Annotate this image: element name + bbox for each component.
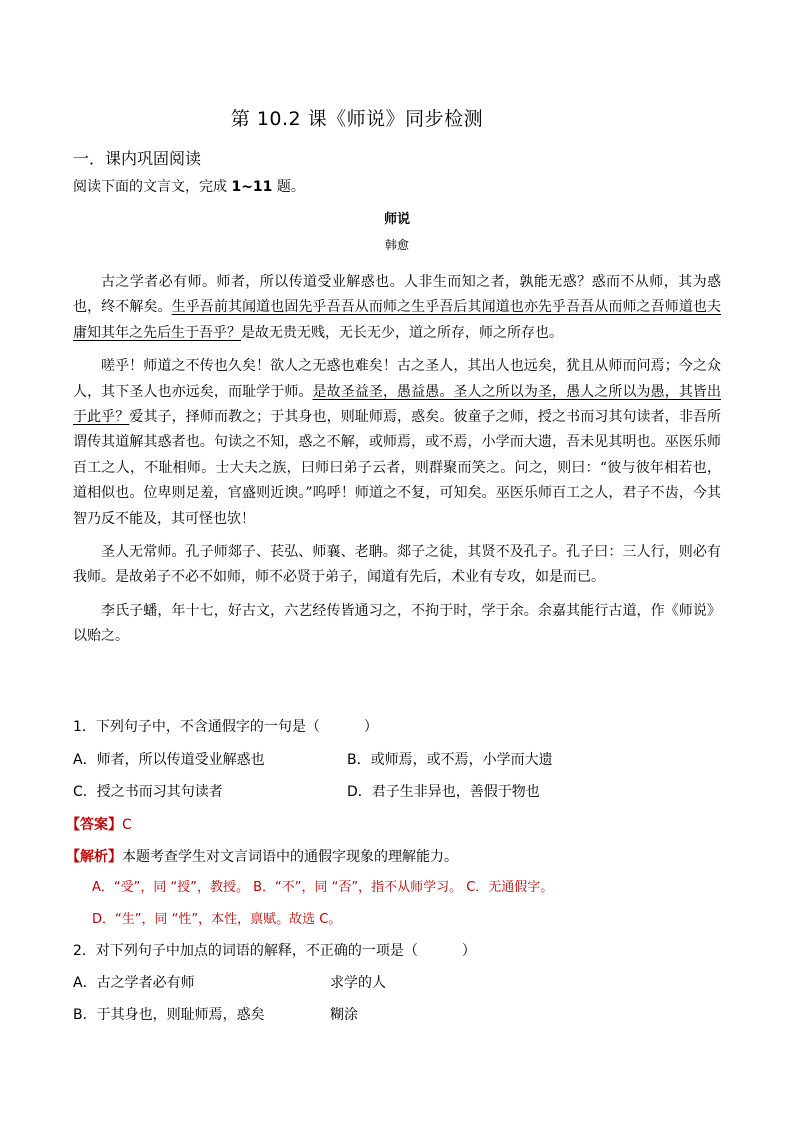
passage-paragraph-4: 李氏子蟠，年十七，好古文，六艺经传皆通习之，不拘于时，学于余。余嘉其能行古道，作《师说》以贻之。 — [73, 602, 721, 645]
p2-text-end: 爱其子，择师而教之；于其身也，则耻师焉，惑矣。彼童子之师，授之书而习其句读者，非吾所谓传其道解其惑者也。句读之不知，惑之不解，或师焉，或不焉，小学而大遗，吾未见其明也。巫医乐师百工之人，不耻相师。士大夫之族，曰师曰弟子云者，则群聚而笑之。问之，则曰：“彼与彼年相若也，道相似也。位卑则足羞，官盛则近谀。”呜呼！师道之不复，可知矣。巫医乐师百工之人，君子不齿，今其智乃反不能及，其可怪也欤！ — [73, 409, 722, 527]
p1-text-end: 是故无贵无贱，无长无少，道之所存，师之所存也。 — [241, 324, 563, 341]
instruction-suffix: 题。 — [272, 179, 305, 195]
passage-title: 师说 — [383, 212, 410, 227]
q2-option-a-explanation: 求学的人 — [330, 975, 386, 991]
q1-detail-2: D．“生”，同 “性”，本性，禀赋。故选 C。 — [92, 912, 342, 927]
passage-paragraph-3: 圣人无常师。孔子师郯子、苌弘、师襄、老聃。郯子之徒，其贤不及孔子。孔子曰：三人行，则必有我师。是故弟子不必不如师，师不必贤于弟子，闻道有先后，术业有专攻，如是而已。 — [73, 544, 721, 586]
passage-paragraph-2 — [73, 354, 721, 532]
instruction-range: 1~11 — [231, 179, 273, 195]
q1-analysis — [66, 846, 458, 866]
page-title: 第 10.2 课《师说》同步检测 — [230, 108, 484, 130]
p2-underlined: 是故圣益圣，愚益愚。圣人之所以为圣，愚人之所以为愚，其皆出于此乎？ — [73, 383, 722, 426]
answer-value: C — [122, 817, 132, 833]
q1-option-b: B．或师焉，或不焉，小学而大遗 — [347, 752, 553, 768]
analysis-text: 本题考查学生对文言词语中的通假字现象的理解能力。 — [122, 849, 458, 865]
p2-text: 嗟乎！师道之不传也久矣！欲人之无惑也难矣！古之圣人，其出人也远矣，犹且从师而问焉；今之众人，其下圣人也亦远矣，而耻学于师。 — [73, 358, 721, 400]
instruction-prefix: 阅读下面的文言文，完成 — [73, 179, 232, 195]
p1-underlined: 生乎吾前其闻道也固先乎吾吾从而师之生乎吾后其闻道也亦先乎吾吾从而师之吾师道也夫庸知其年之先后生于吾乎？ — [73, 299, 722, 341]
p1-text: 古之学者必有师。师者，所以传道受业解惑也。人非生而知之者，孰能无惑？惑而不从师，其为惑也，终不解矣。 — [73, 274, 721, 316]
instruction — [73, 176, 305, 196]
q2-option-a-sentence: A．古之学者必有师 — [73, 975, 195, 991]
q1-stem — [73, 716, 378, 736]
q1-stem-end: ） — [363, 719, 378, 735]
passage-paragraph-1 — [73, 270, 721, 346]
q1-option-c: C．授之书而习其句读者 — [73, 784, 223, 800]
q2-stem — [73, 940, 476, 960]
q1-stem-text: 1．下列句子中，不含通假字的一句是（ — [73, 719, 320, 735]
answer-label: 【答案】 — [66, 817, 122, 833]
q1-detail-1: A．“受”，同 “授”，教授。 B．“不”，同 “否”，指不从师学习。 C．无通假字。 — [92, 880, 554, 895]
q1-option-a: A．师者，所以传道受业解惑也 — [73, 752, 265, 768]
passage-author: 韩愈 — [384, 238, 409, 252]
passage-body — [73, 270, 721, 658]
q2-stem-text: 2．对下列句子中加点的词语的解释，不正确的一项是（ — [73, 943, 418, 959]
section-heading: 一．课内巩固阅读 — [73, 149, 202, 168]
q1-option-d: D．君子生非异也，善假于物也 — [347, 784, 540, 800]
q2-stem-end: ） — [461, 943, 476, 959]
q2-option-b-explanation: 糊涂 — [330, 1007, 358, 1023]
q1-answer — [66, 814, 132, 834]
q2-option-b-sentence: B．于其身也，则耻师焉，惑矣 — [73, 1007, 265, 1023]
analysis-label: 【解析】 — [66, 849, 122, 865]
